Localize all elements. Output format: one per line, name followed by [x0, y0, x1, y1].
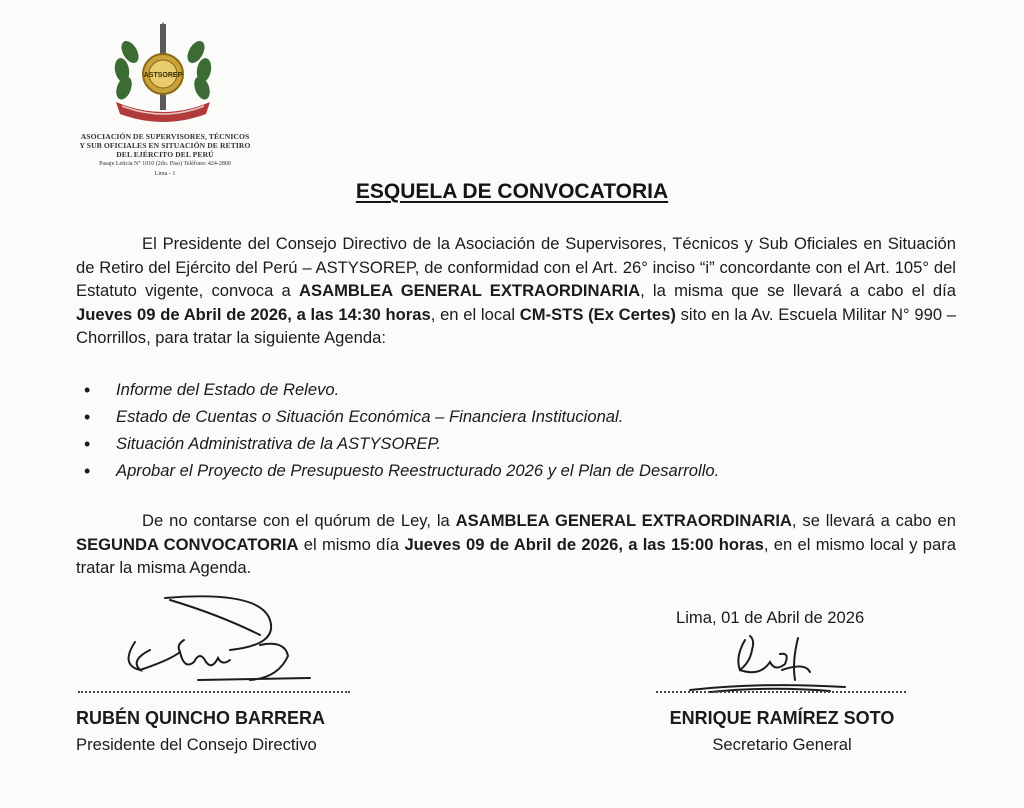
paragraph-text: De no contarse con el quórum de Ley, la	[142, 511, 456, 530]
president-name: RUBÉN QUINCHO BARRERA	[76, 708, 326, 728]
president-signature-image	[110, 590, 330, 690]
agenda-item	[76, 434, 956, 461]
org-name-line: ASOCIACIÓN DE SUPERVISORES, TÉCNICOS	[80, 132, 250, 141]
paragraph-text: , en el mismo local y para tratar la misma Agenda.	[76, 534, 956, 578]
org-address: Pasaje Leticia N° 1010 (2do. Piso) Teléfono: 424-2800	[99, 161, 231, 167]
agenda-item	[76, 380, 956, 407]
document-date: Lima, 01 de Abril de 2026	[676, 608, 865, 627]
paragraph-text: el mismo día	[298, 534, 405, 554]
paragraph-bold: CM-STS (Ex Certes)	[519, 304, 676, 324]
president-role: Presidente del Consejo Directivo	[76, 735, 317, 754]
paragraph-bold: Jueves 09 de Abril de 2026, a las 14:30 horas	[76, 304, 431, 324]
signature-line-left	[78, 691, 350, 693]
paragraph-bold: ASAMBLEA GENERAL EXTRAORDINARIA	[455, 511, 792, 530]
paragraph-text: sito en la Av. Escuela Militar N° 990 – Chorrillos, para tratar la siguiente Agenda:	[76, 304, 957, 348]
second-call-paragraph	[76, 509, 956, 580]
paragraph-text: , se llevará a cabo en	[791, 511, 956, 530]
bullet: •	[84, 407, 91, 427]
agenda-list	[76, 380, 956, 488]
association-emblem-logo	[108, 22, 218, 130]
paragraph-bold: Jueves 09 de Abril de 2026, a las 15:00 horas	[404, 534, 764, 554]
org-city: Lima - 1	[154, 171, 176, 177]
agenda-item	[76, 407, 956, 434]
agenda-item	[76, 461, 956, 488]
agenda-item-text: Situación Administrativa de la ASTYSOREP.	[116, 434, 441, 453]
org-name-line: Y SUB OFICIALES EN SITUACIÓN DE RETIRO	[79, 141, 251, 150]
secretary-signature-image	[680, 632, 850, 697]
org-name-line: DEL EJÉRCITO DEL PERÚ	[116, 150, 214, 159]
paragraph-text: El Presidente del Consejo Directivo de la Asociación de Supervisores, Técnicos y Sub Oficiales en Situación de Retiro del Ejército del Perú – ASTYSOREP, de conformidad con el Art. 26° inciso “i” concordante con el Art. 105° del Estatuto vigente, convoca a	[76, 234, 956, 301]
signature-line-right	[656, 691, 906, 693]
agenda-item-text: Informe del Estado de Relevo.	[116, 380, 340, 399]
organization-header	[70, 132, 260, 179]
agenda-item-text: Estado de Cuentas o Situación Económica – Financiera Institucional.	[116, 407, 624, 426]
bullet: •	[84, 380, 91, 400]
paragraph-text: , en el local	[430, 304, 520, 324]
title-text: ESQUELA DE CONVOCATORIA	[355, 180, 669, 203]
agenda-item-text: Aprobar el Proyecto de Presupuesto Reestructurado 2026 y el Plan de Desarrollo.	[116, 461, 720, 480]
bullet: •	[84, 434, 91, 454]
convocation-paragraph	[76, 232, 956, 350]
secretary-name: ENRIQUE RAMÍREZ SOTO	[669, 708, 895, 728]
secretary-role: Secretario General	[712, 735, 852, 754]
bullet: •	[84, 461, 91, 481]
paragraph-text: , la misma que se llevará a cabo el día	[640, 281, 956, 301]
paragraph-bold: SEGUNDA CONVOCATORIA	[76, 534, 299, 554]
paragraph-bold: ASAMBLEA GENERAL EXTRAORDINARIA	[299, 281, 641, 301]
emblem-lettering: ASTSOREP	[143, 72, 183, 79]
document-title	[0, 180, 1024, 204]
